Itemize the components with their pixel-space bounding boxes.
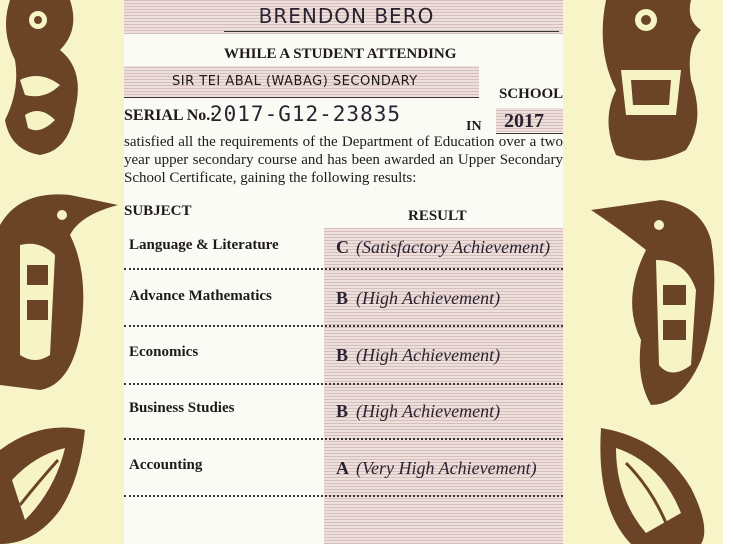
school-name: SIR TEI ABAL (WABAG) SECONDARY — [172, 74, 418, 89]
right-carving-bird-head-icon — [591, 200, 726, 405]
serial-label: SERIAL No.: — [124, 107, 216, 124]
in-label: IN — [466, 119, 482, 134]
school-label: SCHOOL — [499, 86, 563, 102]
school-underline — [124, 97, 479, 98]
right-carving-figure-top-icon — [591, 0, 721, 165]
result-row-3-subject: Economics — [129, 344, 199, 360]
result-row-5-divider — [124, 495, 563, 497]
right-decorative-border — [563, 0, 733, 544]
result-row-5-description: (Very High Achievement) — [356, 458, 537, 478]
result-row-2-subject: Advance Mathematics — [129, 288, 272, 304]
serial-number: 2017-G12-23835 — [210, 102, 402, 126]
result-row-1-description: (Satisfactory Achievement) — [356, 237, 551, 257]
right-carving-leaf-icon — [591, 428, 711, 544]
certificate-statement: satisfied all the requirements of the Department of Education over a two year upper secondary course and has been awarded an Upper Secondary School Certificate, gaining the following results: — [124, 134, 563, 186]
result-column-header: RESULT — [408, 208, 467, 224]
left-decorative-border — [0, 0, 124, 544]
subject-column-header: SUBJECT — [124, 203, 192, 219]
left-carving-figure-top-icon — [0, 0, 110, 160]
result-row-2-grade: B — [336, 288, 349, 308]
result-row-3-grade: B — [336, 345, 349, 365]
result-row-1-divider — [124, 268, 563, 270]
result-row-5-subject: Accounting — [129, 457, 203, 473]
result-row-4-grade: B — [336, 401, 349, 421]
result-row-1-grade: C — [336, 237, 349, 257]
result-row-4-description: (High Achievement) — [356, 401, 501, 421]
left-carving-leaf-icon — [0, 420, 90, 544]
name-underline — [224, 31, 559, 32]
result-row-2-divider — [124, 325, 563, 327]
student-name: BRENDON BERO — [258, 4, 435, 28]
result-row-3-description: (High Achievement) — [356, 345, 501, 365]
attending-statement: WHILE A STUDENT ATTENDING — [224, 46, 457, 62]
result-row-4-divider — [124, 438, 563, 440]
certificate-body — [124, 0, 563, 544]
scan-edge — [723, 0, 733, 544]
result-row-3-divider — [124, 383, 563, 385]
result-row-2-description: (High Achievement) — [356, 288, 501, 308]
result-row-4-subject: Business Studies — [129, 400, 235, 416]
left-carving-bird-head-icon — [0, 185, 120, 395]
award-year: 2017 — [504, 110, 544, 132]
result-row-1-subject: Language & Literature — [129, 237, 279, 253]
result-row-5-grade: A — [336, 458, 349, 478]
